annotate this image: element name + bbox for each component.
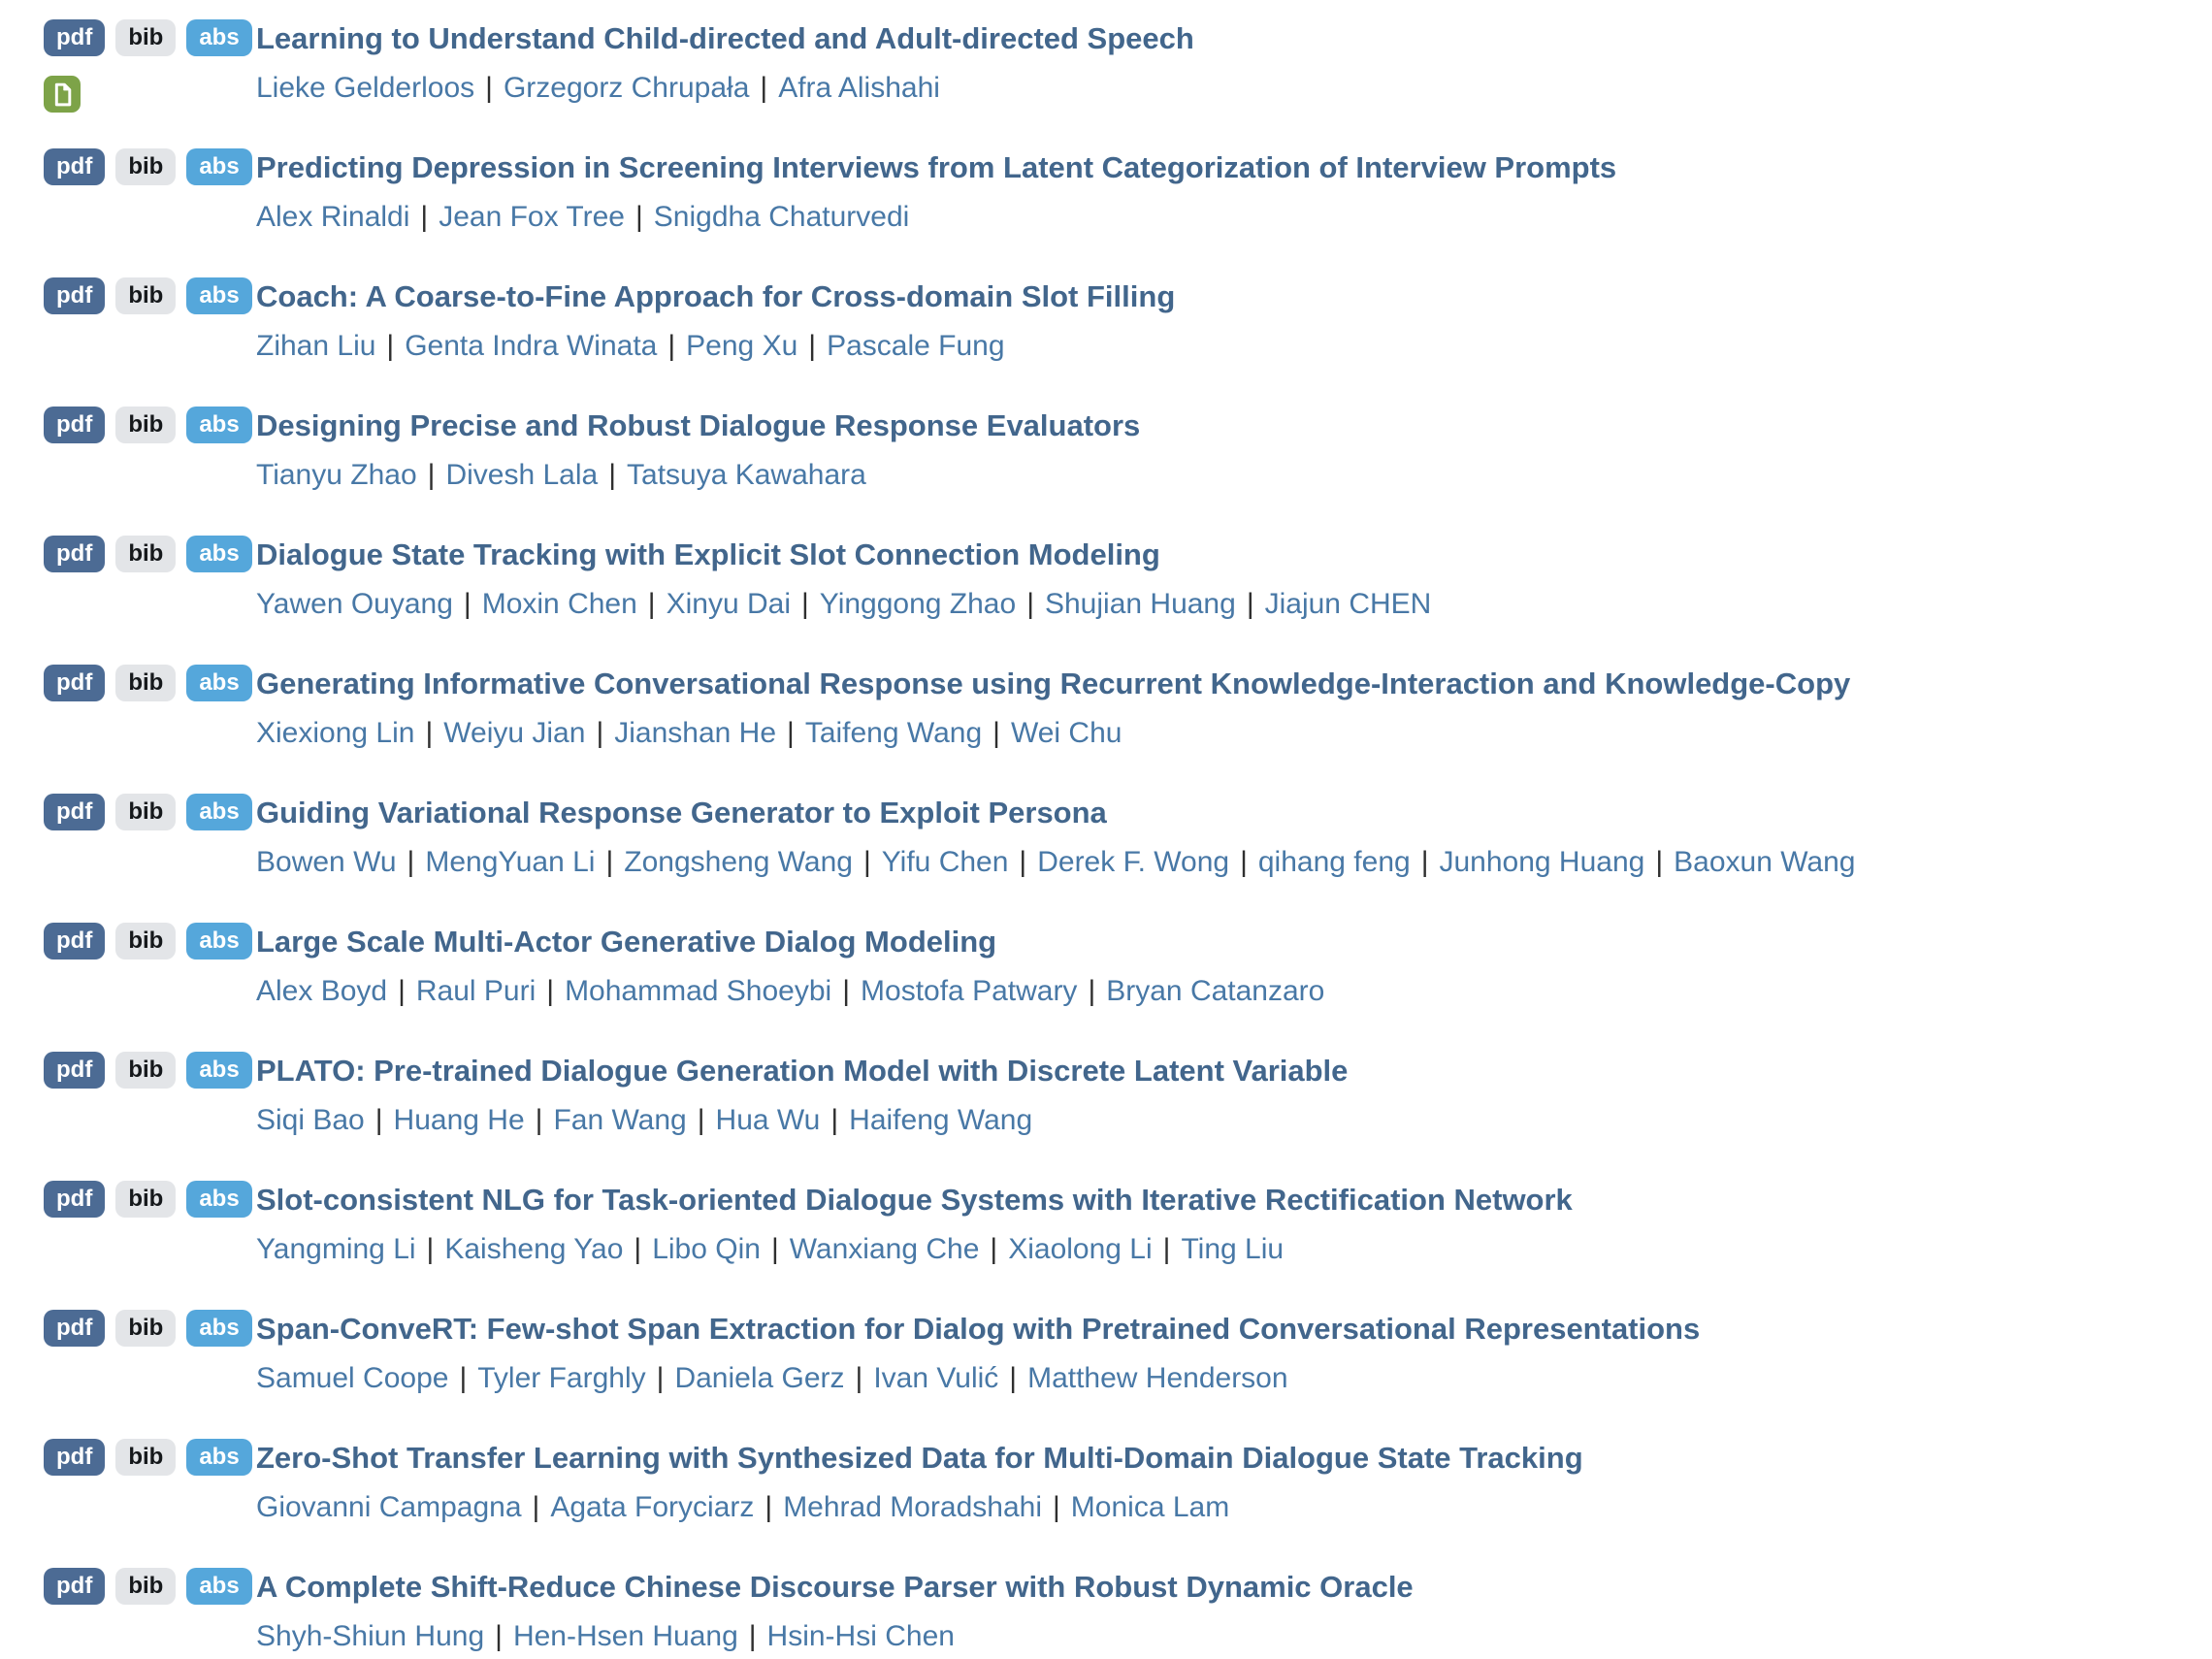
author-link[interactable]: Tatsuya Kawahara (627, 459, 866, 491)
author-link[interactable]: Agata Foryciarz (550, 1491, 755, 1523)
author-link[interactable]: Jiajun CHEN (1264, 588, 1432, 620)
author-separator: | (1009, 1362, 1018, 1394)
abs-badge[interactable]: abs (186, 1439, 251, 1476)
paper-title-link[interactable]: Guiding Variational Response Generator to Exploit Persona (256, 796, 1107, 830)
author-separator: | (1162, 1233, 1171, 1265)
author-separator: | (748, 1620, 757, 1652)
badge-column (44, 1439, 256, 1476)
paper-title-line (256, 923, 1324, 967)
author-separator: | (1420, 846, 1429, 878)
author-separator: | (1019, 846, 1027, 878)
paper-title-link[interactable]: Large Scale Multi-Actor Generative Dialog Modeling (256, 925, 997, 959)
paper-text-column (256, 923, 1324, 1011)
paper-title-link[interactable]: Span-ConveRT: Few-shot Span Extraction for Dialog with Pretrained Conversational Representations (256, 1312, 1701, 1346)
author-separator: | (647, 588, 656, 620)
author-list (256, 714, 1850, 753)
paper-title-link[interactable]: PLATO: Pre-trained Dialogue Generation Model with Discrete Latent Variable (256, 1054, 1349, 1088)
author-link[interactable]: Haifeng Wang (849, 1104, 1033, 1136)
author-link[interactable]: Junhong Huang (1439, 846, 1645, 878)
bib-badge[interactable]: bib (115, 1052, 176, 1089)
author-link[interactable]: Xinyu Dai (666, 588, 791, 620)
badge-column (44, 1568, 256, 1605)
author-separator: | (862, 846, 871, 878)
paper-title-line (256, 277, 1175, 322)
abs-badge[interactable]: abs (186, 407, 251, 443)
bib-badge[interactable]: bib (115, 665, 176, 701)
bib-badge[interactable]: bib (115, 1568, 176, 1605)
bib-badge[interactable]: bib (115, 19, 176, 56)
author-link[interactable]: Bowen Wu (256, 846, 397, 878)
author-separator: | (990, 1233, 998, 1265)
author-link[interactable]: Mohammad Shoeybi (565, 975, 832, 1007)
pdf-badge[interactable]: pdf (44, 277, 105, 314)
paper-title-link[interactable]: Dialogue State Tracking with Explicit Slot Connection Modeling (256, 537, 1160, 571)
abs-badge[interactable]: abs (186, 923, 251, 960)
abs-badge[interactable]: abs (186, 1568, 251, 1605)
author-list (256, 972, 1324, 1011)
author-link[interactable]: MengYuan Li (425, 846, 596, 878)
pdf-badge[interactable]: pdf (44, 794, 105, 830)
author-separator: | (386, 330, 395, 362)
author-link[interactable]: Ting Liu (1181, 1233, 1285, 1265)
author-separator: | (420, 201, 429, 233)
author-link[interactable]: Xiexiong Lin (256, 717, 415, 749)
author-separator: | (546, 975, 555, 1007)
paper-entry (44, 148, 2173, 277)
author-link[interactable]: Shyh-Shiun Hung (256, 1620, 485, 1652)
author-separator: | (1088, 975, 1096, 1007)
author-link[interactable]: Afra Alishahi (778, 72, 940, 104)
author-link[interactable]: qihang feng (1257, 846, 1411, 878)
paper-text-column (256, 19, 1194, 108)
author-link[interactable]: Yinggong Zhao (819, 588, 1017, 620)
author-list (256, 1617, 1414, 1656)
author-link[interactable]: Genta Indra Winata (405, 330, 658, 362)
author-separator: | (764, 1491, 773, 1523)
paper-entry (44, 1568, 2173, 1659)
paper-entry (44, 794, 2173, 923)
badge-column (44, 794, 256, 830)
author-separator: | (1053, 1491, 1060, 1523)
author-link[interactable]: Divesh Lala (445, 459, 599, 491)
paper-text-column (256, 277, 1175, 366)
paper-title-link[interactable]: Slot-consistent NLG for Task-oriented Dialogue Systems with Iterative Rectification Network (256, 1183, 1573, 1217)
bib-badge[interactable]: bib (115, 794, 176, 830)
author-separator: | (787, 717, 795, 749)
abs-badge[interactable]: abs (186, 277, 251, 314)
abs-badge[interactable]: abs (186, 665, 251, 701)
pdf-badge[interactable]: pdf (44, 665, 105, 701)
author-link[interactable]: Kaisheng Yao (444, 1233, 624, 1265)
author-separator: | (842, 975, 851, 1007)
pdf-badge[interactable]: pdf (44, 923, 105, 960)
author-link[interactable]: Matthew Henderson (1027, 1362, 1288, 1394)
author-link[interactable]: Tyler Farghly (477, 1362, 646, 1394)
bib-badge[interactable]: bib (115, 1310, 176, 1347)
paper-title-line (256, 19, 1194, 64)
author-separator: | (407, 846, 415, 878)
author-link[interactable]: Shujian Huang (1044, 588, 1236, 620)
author-separator: | (426, 1233, 435, 1265)
paper-title-link[interactable]: Coach: A Coarse-to-Fine Approach for Cross-domain Slot Filling (256, 279, 1176, 313)
author-link[interactable]: Grzegorz Chrupała (503, 72, 750, 104)
author-separator: | (425, 717, 434, 749)
paper-text-column (256, 148, 1616, 237)
bib-badge[interactable]: bib (115, 536, 176, 572)
author-separator: | (463, 588, 472, 620)
author-link[interactable]: Weiyu Jian (443, 717, 586, 749)
paper-title-line (256, 148, 1616, 193)
paper-entry (44, 407, 2173, 536)
author-link[interactable]: Siqi Bao (256, 1104, 365, 1136)
author-link[interactable]: Wei Chu (1010, 717, 1122, 749)
author-link[interactable]: Wanxiang Che (789, 1233, 980, 1265)
bib-badge[interactable]: bib (115, 923, 176, 960)
paper-text-column (256, 1310, 1700, 1398)
author-link[interactable]: Taifeng Wang (804, 717, 983, 749)
bib-badge[interactable]: bib (115, 1181, 176, 1218)
author-link[interactable]: Yangming Li (256, 1233, 416, 1265)
author-separator: | (532, 1491, 540, 1523)
author-link[interactable]: Hen-Hsen Huang (512, 1620, 738, 1652)
author-separator: | (596, 717, 604, 749)
attachment-file-icon[interactable] (44, 76, 81, 113)
author-list (256, 1359, 1700, 1398)
pdf-badge[interactable]: pdf (44, 1181, 105, 1218)
paper-text-column (256, 1052, 1348, 1140)
abs-badge[interactable]: abs (186, 1052, 251, 1089)
paper-entry (44, 536, 2173, 665)
badge-column (44, 277, 256, 314)
author-separator: | (801, 588, 809, 620)
author-separator: | (1246, 588, 1254, 620)
pdf-badge[interactable]: pdf (44, 536, 105, 572)
paper-title-link[interactable]: Designing Precise and Robust Dialogue Response Evaluators (256, 408, 1141, 442)
paper-title-line (256, 1052, 1348, 1096)
author-separator: | (634, 1233, 642, 1265)
author-separator: | (1655, 846, 1664, 878)
author-separator: | (667, 330, 676, 362)
author-link[interactable]: Peng Xu (686, 330, 798, 362)
badge-column (44, 665, 256, 701)
author-list (256, 585, 1431, 624)
paper-entry (44, 923, 2173, 1052)
author-separator: | (608, 459, 617, 491)
author-link[interactable]: Zongsheng Wang (624, 846, 853, 878)
abs-badge[interactable]: abs (186, 536, 251, 572)
paper-title-link[interactable]: Learning to Understand Child-directed and Adult-directed Speech (256, 21, 1194, 55)
author-separator: | (427, 459, 436, 491)
author-list (256, 198, 1616, 237)
paper-text-column (256, 665, 1850, 753)
paper-text-column (256, 794, 1855, 882)
author-separator: | (656, 1362, 665, 1394)
author-link[interactable]: Samuel Coope (256, 1362, 449, 1394)
badge-column (44, 923, 256, 960)
badge-column (44, 148, 256, 185)
author-list (256, 1488, 1583, 1527)
paper-title-link[interactable]: Predicting Depression in Screening Interviews from Latent Categorization of Interview Prompts (256, 150, 1617, 184)
author-link[interactable]: Hua Wu (715, 1104, 821, 1136)
author-list (256, 69, 1194, 108)
author-link[interactable]: Jianshan He (614, 717, 777, 749)
author-link[interactable]: Ivan Vulić (873, 1362, 999, 1394)
paper-title-line (256, 665, 1850, 709)
author-link[interactable]: Jean Fox Tree (439, 201, 625, 233)
abs-badge[interactable]: abs (186, 794, 251, 830)
paper-title-line (256, 536, 1431, 580)
author-link[interactable]: Giovanni Campagna (256, 1491, 522, 1523)
author-separator: | (605, 846, 614, 878)
paper-title-line (256, 1310, 1700, 1354)
pdf-badge[interactable]: pdf (44, 1568, 105, 1605)
author-separator: | (760, 72, 768, 104)
author-list (256, 1101, 1348, 1140)
author-separator: | (830, 1104, 839, 1136)
author-separator: | (1026, 588, 1034, 620)
author-link[interactable]: Tianyu Zhao (256, 459, 417, 491)
author-list (256, 456, 1140, 495)
author-separator: | (535, 1104, 543, 1136)
abs-badge[interactable]: abs (186, 1181, 251, 1218)
author-separator: | (374, 1104, 383, 1136)
author-link[interactable]: Raul Puri (415, 975, 537, 1007)
paper-title-link[interactable]: Generating Informative Conversational Response using Recurrent Knowledge-Interaction and Knowledge-Copy (256, 667, 1851, 700)
author-separator: | (495, 1620, 503, 1652)
paper-entry (44, 19, 2173, 148)
author-link[interactable]: Huang He (393, 1104, 525, 1136)
paper-title-line (256, 1568, 1414, 1612)
abs-badge[interactable]: abs (186, 1310, 251, 1347)
author-link[interactable]: Alex Rinaldi (256, 201, 410, 233)
author-link[interactable]: Hsin-Hsi Chen (766, 1620, 955, 1652)
author-link[interactable]: Xiaolong Li (1008, 1233, 1153, 1265)
author-list (256, 843, 1855, 882)
author-link[interactable]: Derek F. Wong (1037, 846, 1230, 878)
paper-entry (44, 1310, 2173, 1439)
author-link[interactable]: Snigdha Chaturvedi (653, 201, 910, 233)
bib-badge[interactable]: bib (115, 277, 176, 314)
pdf-badge[interactable]: pdf (44, 407, 105, 443)
author-link[interactable]: Baoxun Wang (1674, 846, 1856, 878)
author-link[interactable]: Mostofa Patwary (861, 975, 1078, 1007)
pdf-badge[interactable]: pdf (44, 1052, 105, 1089)
pdf-badge[interactable]: pdf (44, 19, 105, 56)
abs-badge[interactable]: abs (186, 19, 251, 56)
paper-entry (44, 1052, 2173, 1181)
author-separator: | (398, 975, 406, 1007)
paper-entry (44, 1181, 2173, 1310)
author-separator: | (855, 1362, 863, 1394)
paper-title-link[interactable]: Zero-Shot Transfer Learning with Synthesized Data for Multi-Domain Dialogue State Tracking (256, 1441, 1583, 1475)
author-link[interactable]: Daniela Gerz (674, 1362, 845, 1394)
author-link[interactable]: Libo Qin (652, 1233, 761, 1265)
paper-entry (44, 665, 2173, 794)
author-separator: | (697, 1104, 705, 1136)
author-separator: | (634, 201, 643, 233)
paper-entry (44, 1439, 2173, 1568)
author-list (256, 1230, 1573, 1269)
author-separator: | (485, 72, 493, 104)
paper-title-line (256, 1439, 1583, 1483)
abs-badge[interactable]: abs (186, 148, 251, 185)
pdf-badge[interactable]: pdf (44, 148, 105, 185)
author-separator: | (459, 1362, 468, 1394)
paper-title-link[interactable]: A Complete Shift-Reduce Chinese Discourse Parser with Robust Dynamic Oracle (256, 1570, 1414, 1604)
paper-text-column (256, 1181, 1573, 1269)
badge-column (44, 1310, 256, 1347)
author-link[interactable]: Pascale Fung (827, 330, 1005, 362)
pdf-badge[interactable]: pdf (44, 1310, 105, 1347)
author-link[interactable]: Yifu Chen (881, 846, 1009, 878)
author-link[interactable]: Bryan Catanzaro (1106, 975, 1325, 1007)
bib-badge[interactable]: bib (115, 407, 176, 443)
author-list (256, 327, 1175, 366)
pdf-badge[interactable]: pdf (44, 1439, 105, 1476)
author-separator: | (770, 1233, 779, 1265)
bib-badge[interactable]: bib (115, 148, 176, 185)
paper-entry (44, 277, 2173, 407)
author-link[interactable]: Alex Boyd (256, 975, 388, 1007)
author-separator: | (808, 330, 817, 362)
badge-column (44, 1181, 256, 1218)
author-link[interactable]: Monica Lam (1070, 1491, 1230, 1523)
author-link[interactable]: Yawen Ouyang (256, 588, 453, 620)
paper-text-column (256, 536, 1431, 624)
badge-column (44, 19, 256, 113)
author-link[interactable]: Zihan Liu (256, 330, 376, 362)
paper-title-line (256, 407, 1140, 451)
badge-column (44, 1052, 256, 1089)
paper-title-line (256, 1181, 1573, 1225)
badge-column (44, 536, 256, 572)
paper-text-column (256, 1568, 1414, 1656)
author-separator: | (992, 717, 1000, 749)
author-link[interactable]: Mehrad Moradshahi (783, 1491, 1042, 1523)
bib-badge[interactable]: bib (115, 1439, 176, 1476)
author-link[interactable]: Moxin Chen (481, 588, 637, 620)
author-link[interactable]: Fan Wang (553, 1104, 687, 1136)
author-link[interactable]: Lieke Gelderloos (256, 72, 475, 104)
author-separator: | (1240, 846, 1248, 878)
paper-text-column (256, 1439, 1583, 1527)
paper-title-line (256, 794, 1855, 838)
badge-column (44, 407, 256, 443)
paper-text-column (256, 407, 1140, 495)
